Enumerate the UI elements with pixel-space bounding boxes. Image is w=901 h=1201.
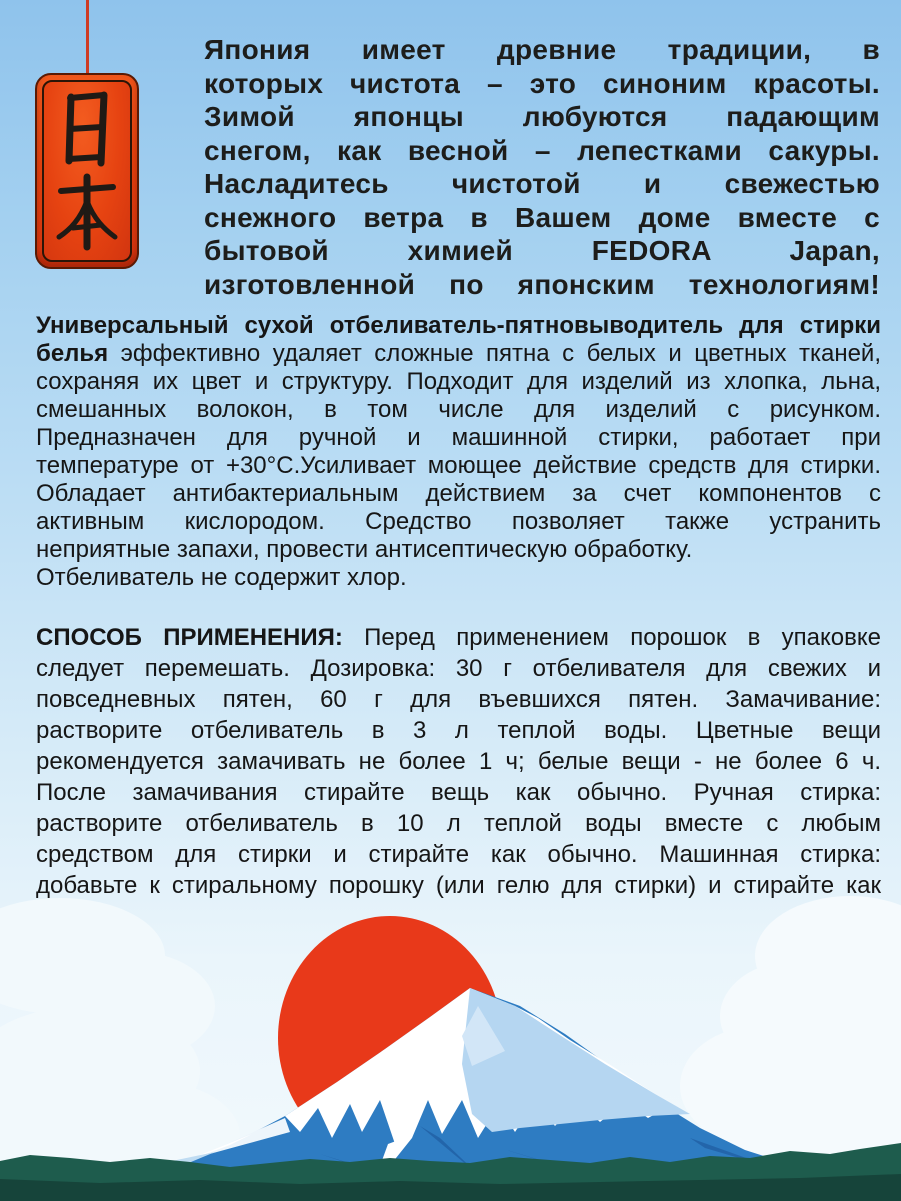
description-line: неприятные запахи, провести антисептическую обработку. bbox=[36, 536, 693, 563]
usage-line: средством для стирки и стирайте как обычно. Машинная стирка: bbox=[36, 841, 881, 868]
usage-line: добавьте к стиральному порошку (или гелю для стирки) и стирайте как bbox=[36, 872, 881, 899]
usage-line: следует перемешать. Дозировка: 30 г отбеливателя для свежих и bbox=[36, 655, 881, 682]
intro-line: которых чистота – это синоним красоты. bbox=[204, 67, 880, 99]
intro-line: Япония имеет древние традиции, в bbox=[204, 34, 880, 65]
usage-line: растворите отбеливатель в 10 л теплой воды вместе с любым bbox=[36, 810, 881, 837]
description-line: сохраняя их цвет и структуру. Подходит для изделий из хлопка, льна, bbox=[36, 368, 881, 395]
description-line: Предназначен для ручной и машинной стирки, работает при bbox=[36, 424, 881, 451]
description-line: активным кислородом. Средство позволяет также устранить bbox=[36, 508, 881, 535]
kanji-nihon-icon bbox=[56, 89, 118, 253]
description-line: смешанных волокон, в том числе для изделий с рисунком. bbox=[36, 396, 881, 423]
japan-plaque-inner bbox=[42, 80, 132, 262]
description-line: Универсальный сухой отбеливатель-пятновыводитель для стирки bbox=[36, 312, 881, 339]
japan-plaque bbox=[35, 73, 139, 269]
intro-line: изготовленной по японским технологиям! bbox=[204, 268, 880, 300]
snow-shading bbox=[462, 988, 690, 1132]
fuji-illustration bbox=[0, 886, 901, 1201]
lantern-string bbox=[86, 0, 89, 76]
description-line: температуре от +30°С.Усиливает моющее действие средств для стирки. bbox=[36, 452, 881, 479]
intro-line: снежного ветра в Вашем доме вместе с bbox=[204, 201, 880, 233]
usage-line: СПОСОБ ПРИМЕНЕНИЯ: Перед применением порошок в упаковке bbox=[36, 624, 881, 651]
usage-line: После замачивания стирайте вещь как обычно. Ручная стирка: bbox=[36, 779, 881, 806]
usage-line: растворите отбеливатель в 3 л теплой воды. Цветные вещи bbox=[36, 717, 881, 744]
description-paragraph bbox=[36, 312, 881, 592]
intro-line: бытовой химией FEDORA Japan, bbox=[204, 235, 880, 266]
usage-line: повседневных пятен, 60 г для въевшихся пятен. Замачивание: bbox=[36, 686, 881, 713]
description-line: белья эффективно удаляет сложные пятна с белых и цветных тканей, bbox=[36, 340, 881, 367]
intro-line: снегом, как весной – лепестками сакуры. bbox=[204, 134, 880, 166]
intro-line: Насладитесь чистотой и свежестью bbox=[204, 168, 880, 199]
description-line: Отбеливатель не содержит хлор. bbox=[36, 564, 407, 591]
description-line: Обладает антибактериальным действием за счет компонентов с bbox=[36, 480, 881, 507]
intro-paragraph bbox=[204, 33, 880, 301]
usage-line: рекомендуется замачивать не более 1 ч; белые вещи - не более 6 ч. bbox=[36, 748, 881, 775]
intro-line: Зимой японцы любуются падающим bbox=[204, 101, 880, 132]
